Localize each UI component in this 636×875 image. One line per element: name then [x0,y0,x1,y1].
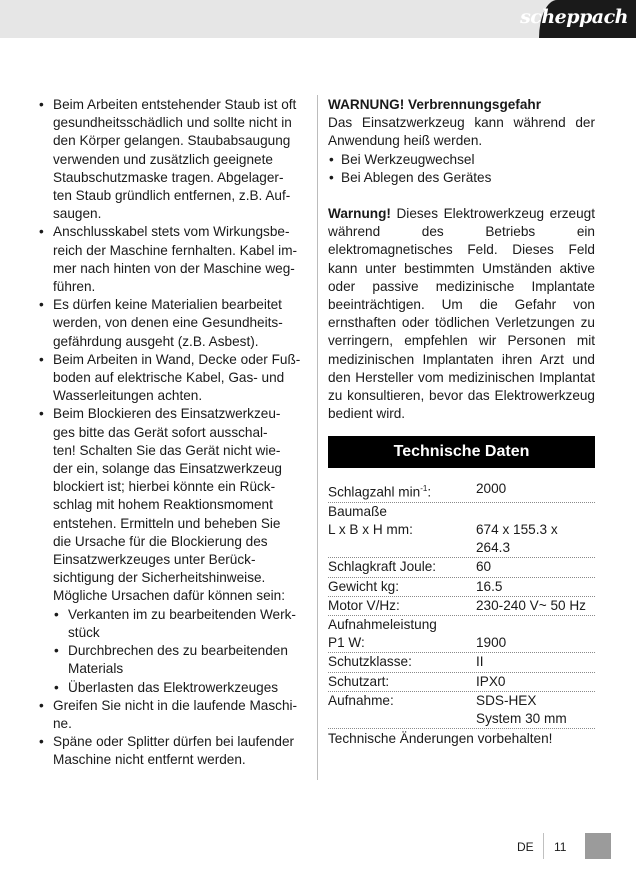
sub-list-container [38,606,308,697]
text-line: saugen. [53,206,102,222]
label-text: Baumaße [328,503,387,519]
text-line: Mögliche Ursachen dafür können sein: [53,588,285,604]
text-line: • Späne oder Splitter dürfen bei laufender [53,734,295,750]
value-text-line2: 1900 [476,635,507,651]
tech-data-label [328,653,476,671]
label-text-line2 [328,710,476,728]
sub-list-item [53,642,308,678]
tech-data-label [328,616,476,652]
right-column [328,96,595,423]
tech-data-value [476,653,595,671]
value-text: II [476,654,484,670]
text-line: Einsatzwerkzeuges unter Berück- [53,552,256,568]
tech-data-row [328,578,595,597]
tech-data-label [328,578,476,596]
text-line: ne. [53,715,72,731]
tech-data-label [328,673,476,691]
brand-logo-text: scheppach [520,6,628,28]
text-line: blockiert ist; hierbei könnte ein Rück- [53,479,276,495]
tech-data-label [328,692,476,728]
text-line: den Körper gelangen. Staubabsaugung [53,133,291,149]
list-item [38,697,308,733]
text-line: • Verkanten im zu bearbeitenden Werk- [68,606,296,622]
label-text: Motor V/Hz: [328,597,400,613]
brand-logo [520,0,636,38]
text-line: • Beim Arbeiten entstehender Staub ist oft [53,97,297,112]
tech-data-row [328,503,595,559]
footer-language: DE [517,840,534,854]
text-line: ges bitte das Gerät sofort ausschal- [53,424,268,440]
tech-data-value [476,503,595,558]
sub-list-item [53,606,308,642]
label-text: Schlagzahl min [328,484,421,500]
text-line: schlag mit hohem Reaktionsmoment [53,497,273,513]
text-line: werden, von denen eine Gesundheits- [53,315,283,331]
text-line: • Greifen Sie nicht in die laufende Maschi- [53,697,298,713]
text-line: boden auf elektrische Kabel, Gas- und [53,370,285,386]
tech-data-row [328,692,595,729]
tech-data-label [328,558,476,576]
text-line: die Ursache für die Blockierung des [53,533,268,549]
text-line: entstehen. Ermitteln und beheben Sie [53,515,281,531]
text-line: • Überlasten das Elektrowerkzeuges [68,679,279,695]
tech-data-row [328,616,595,653]
list-item [38,733,308,769]
value-text: 60 [476,559,492,575]
text-line: mer nach hinten von der Maschine weg- [53,260,295,276]
text-line: gesundheitsschädlich und sollte nicht in [53,115,292,131]
text-line: Staubschutzmaske tragen. Abgelager- [53,169,284,185]
text-line: stück [68,624,100,640]
emf-warning-paragraph [328,205,595,423]
label-suffix: : [427,484,432,500]
tech-data-value [476,692,595,728]
text-line: • Beim Arbeiten in Wand, Decke oder Fuß- [53,351,301,367]
burn-warning-bullet: • Bei Werkzeugwechsel [328,151,595,169]
value-text [476,616,595,634]
value-text-line2: System 30 mm [476,710,567,726]
tech-data-note: Technische Änderungen vorbehalten! [328,731,553,747]
text-line: • Es dürfen keine Materialien bearbeitet [53,297,282,313]
text-line: ten! Schalten Sie das Gerät nicht wie- [53,442,281,458]
label-text: Schutzklasse: [328,654,412,670]
label-text: Gewicht kg: [328,578,400,594]
column-divider [317,95,318,780]
tech-data-table [328,480,595,748]
text-line: reich der Maschine fernhalten. Kabel im- [53,242,298,258]
value-text: 2000 [476,481,507,496]
label-text: Schlagkraft Joule: [328,559,437,575]
sub-list [38,606,308,697]
value-text: SDS-HEX [476,692,537,708]
burn-warning-title: WARNUNG! Verbrennungsgefahr [328,97,541,112]
list-item [38,351,308,406]
value-text: 16.5 [476,578,503,594]
text-line: • Durchbrechen des zu bearbeitenden [68,643,288,659]
sub-list-item [53,679,308,697]
left-column [38,96,308,770]
value-text: 230-240 V~ 50 Hz [476,597,586,613]
list-item [38,405,308,605]
list-item [38,296,308,351]
text-line: Wasserleitungen achten. [53,388,203,404]
tech-data-value [476,558,595,576]
emf-warning-label: Warnung! [328,206,391,222]
emf-warning-text: Dieses Elektrowerkzeug erzeugt während des Betriebs ein elektromagnetisches Feld. Dieses Feld kann unter bestimmten Umständen aktive oder passive medizinische Implantate beeinträchtigen. Um die Gefahr von ernsthaften oder tödlichen Verletzungen zu verringern, empfehlen wir Personen mit medizinischen Implantaten ihren Arzt und den Hersteller vom medizinischen Implantat zu konsultieren, bevor das Elektrowerkzeug bedient wird. [328,206,595,422]
value-text [476,503,595,521]
burn-warning-bullet: • Bei Ablegen des Gerätes [328,169,595,187]
value-text-line2: 674 x 155.3 x 264.3 [476,521,558,556]
text-line: der ein, solange das Einsatzwerkzeug [53,461,282,477]
label-text: Aufnahmeleistung [328,616,437,632]
tech-data-value [476,480,595,502]
text-line: führen. [53,279,96,295]
text-line: Materials [68,661,124,677]
tech-data-row [328,653,595,672]
label-text: Schutzart: [328,673,390,689]
tech-data-value [476,616,595,652]
list-item [38,96,308,223]
tech-data-row [328,673,595,692]
label-text: Aufnahme: [328,692,394,708]
text-line: ten Staub gründlich entfernen, z.B. Auf- [53,188,291,204]
tech-data-label [328,597,476,615]
text-line: verwenden und zusätzlich geeignete [53,151,273,167]
page-number: 11 [554,840,567,854]
text-line: Maschine nicht entfernt werden. [53,752,246,768]
text-line: sichtigung der Sicherheitshinweise. [53,570,266,586]
tech-data-value [476,578,595,596]
text-line: gefährdung ausgeht (z.B. Asbest). [53,333,259,349]
tech-data-label [328,480,476,502]
value-text: IPX0 [476,673,506,689]
safety-list [38,96,308,770]
tech-data-row [328,558,595,577]
tech-data-label [328,503,476,558]
burn-warning-text: Das Einsatzwerkzeug kann während der Anwendung heiß werden. [328,115,595,149]
label-superscript: -1 [420,484,428,493]
footer-separator [543,833,544,859]
tech-data-value [476,673,595,691]
label-text-line2: P1 W: [328,635,365,651]
tech-data-heading: Technische Daten [328,436,595,468]
tech-data-value [476,597,595,615]
text-line: • Beim Blockieren des Einsatzwerkzeu- [53,406,281,422]
label-text-line2: L x B x H mm: [328,521,413,537]
footer-tab-marker [585,833,611,859]
text-line: • Anschlusskabel stets vom Wirkungsbe- [53,224,290,240]
tech-data-row [328,597,595,616]
list-item [38,223,308,296]
tech-data-row [328,480,595,503]
